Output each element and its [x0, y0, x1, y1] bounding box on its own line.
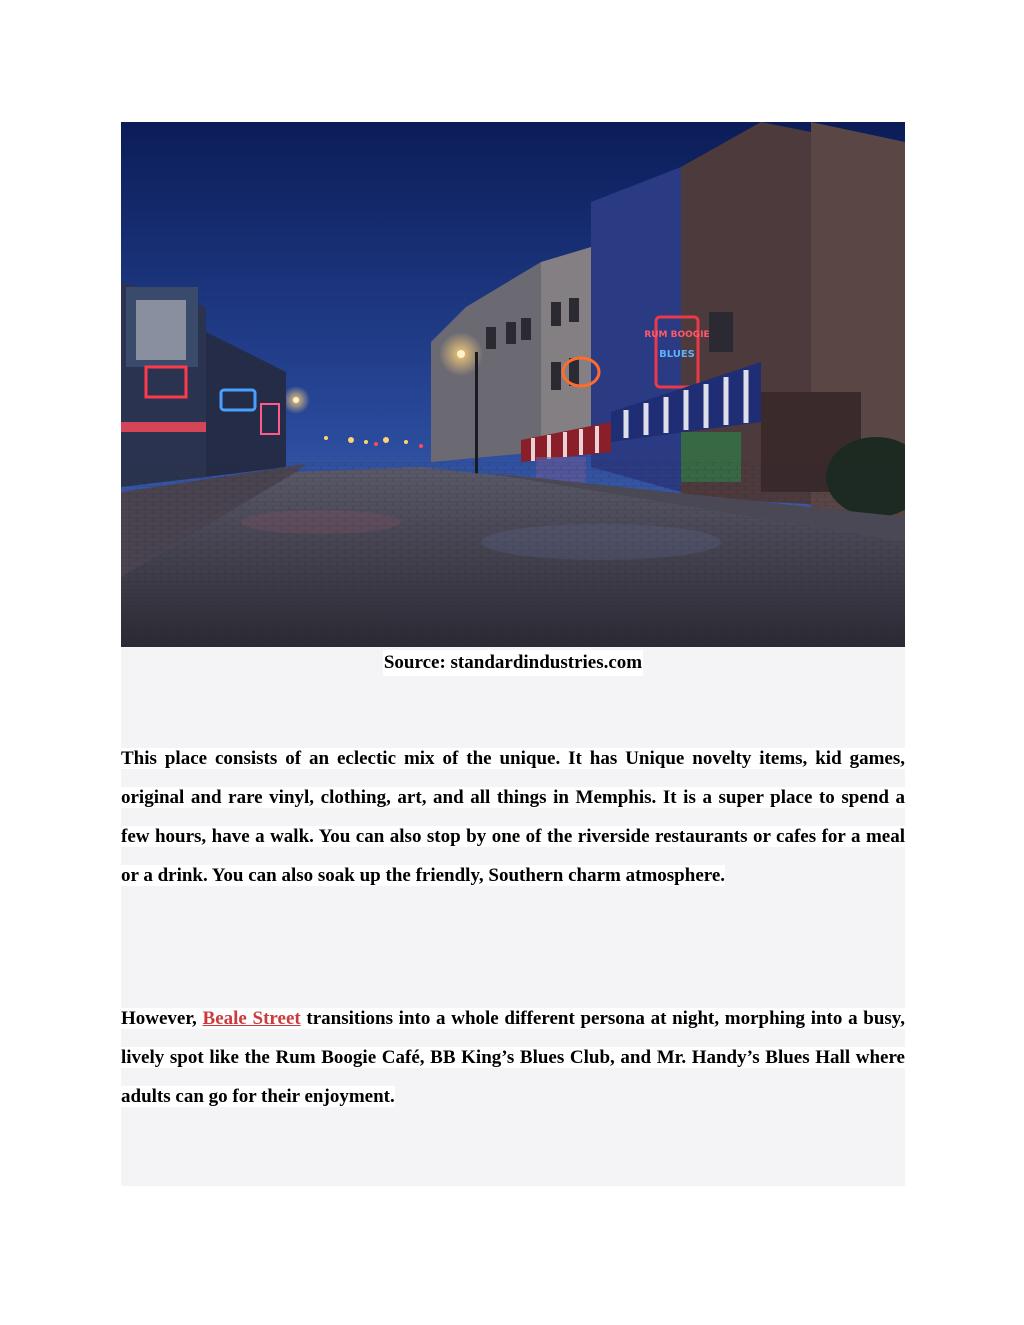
document-panel: [121, 122, 905, 1186]
paragraph-2-text: transitions into a whole different persona at night, morphing into a busy, lively spot like the Rum Boogie Café, BB King’s Blues Club, and Mr. Handy’s Blues Hall where adults can go for their enjoyment.: [121, 1008, 906, 1107]
caption-container: [121, 650, 905, 676]
beale-street-link[interactable]: Beale Street: [202, 1008, 301, 1029]
paragraph-2-intro: However,: [121, 1008, 203, 1029]
blues-sign: BLUES: [659, 349, 695, 360]
beale-street-night-photo: [121, 122, 905, 647]
paragraph-2: [121, 999, 905, 1116]
image-caption: Source: standardindustries.com: [383, 650, 643, 676]
paragraph-1-text: This place consists of an eclectic mix of the unique. It has Unique novelty items, kid games, original and rare vinyl, clothing, art, and all things in Memphis. It is a super place to spend a few hours, have a walk. You can also stop by one of the riverside restaurants or cafes for a meal or a drink. You can also soak up the friendly, Southern charm atmosphere.: [121, 748, 905, 886]
rum-boogie-sign: RUM BOOGIE: [644, 330, 710, 340]
paragraph-1: [121, 739, 905, 895]
